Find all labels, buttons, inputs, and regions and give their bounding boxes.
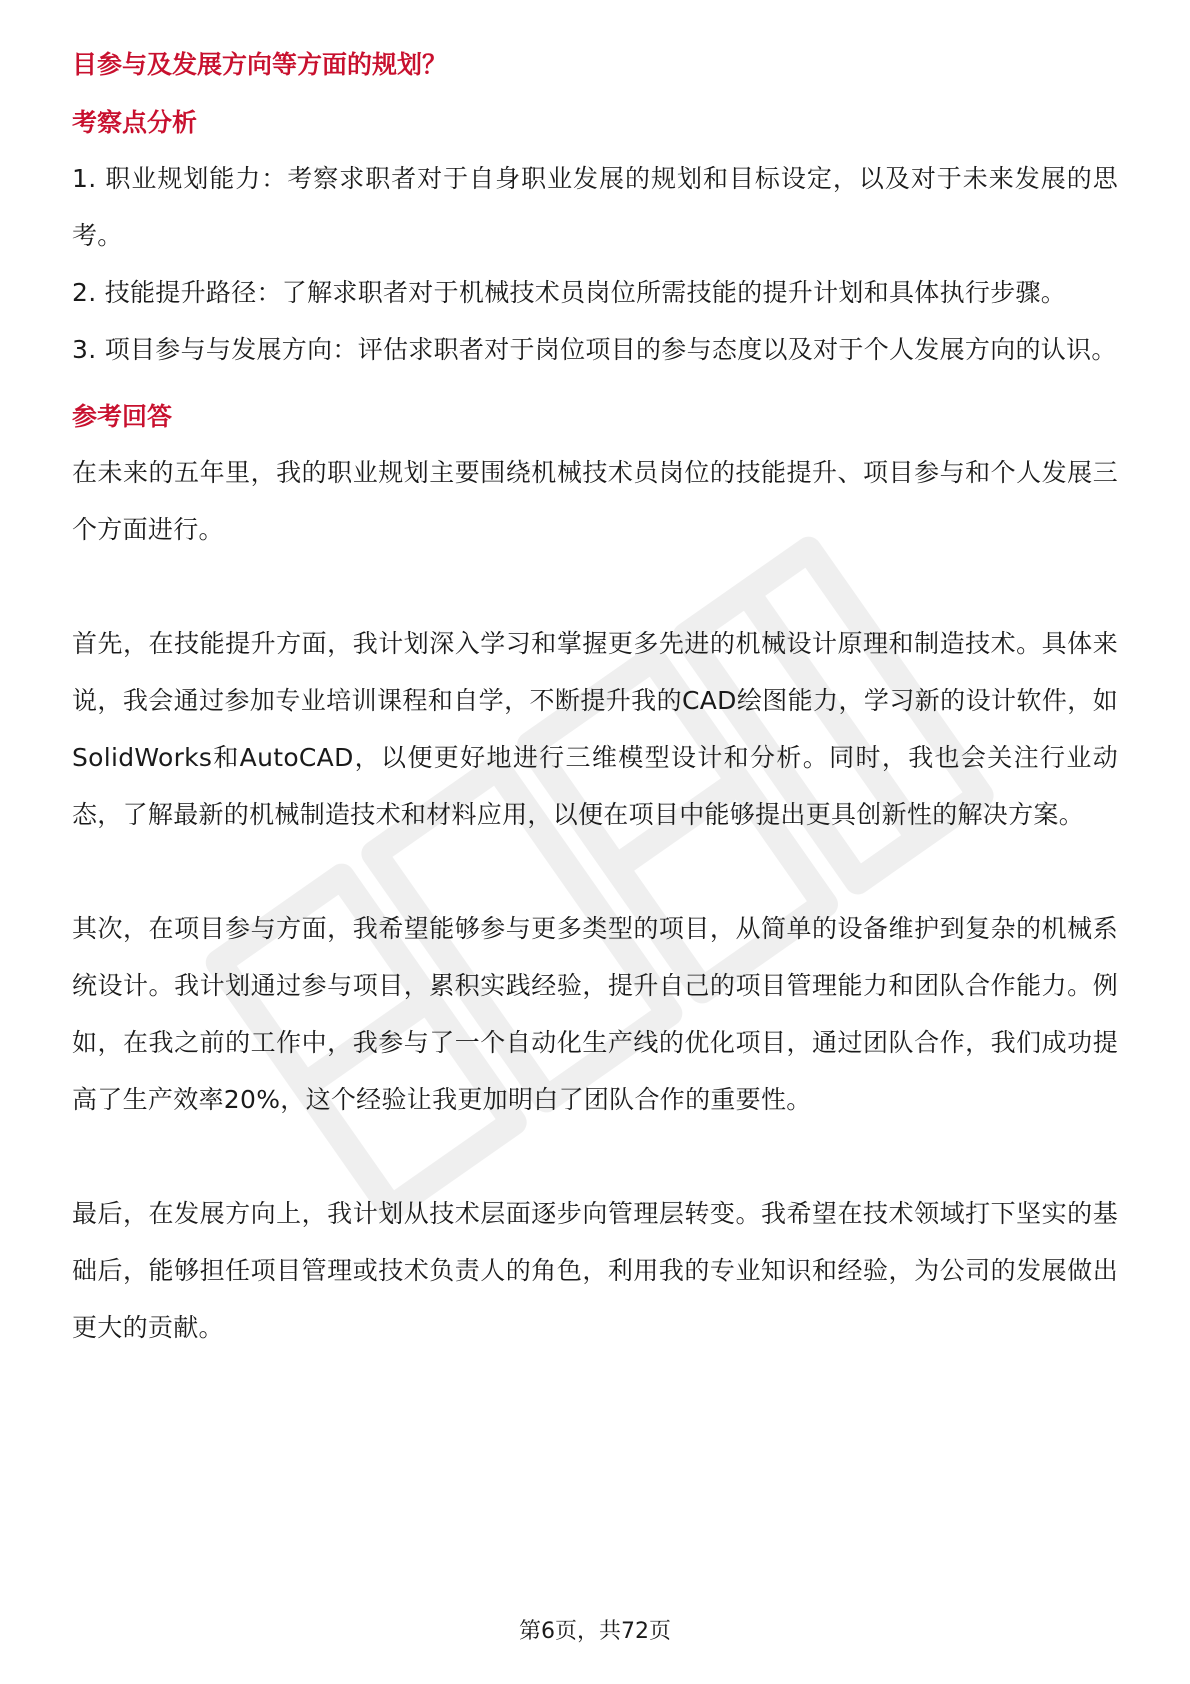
- paragraph-gap: [72, 558, 1118, 615]
- answer-paragraph: 首先，在技能提升方面，我计划深入学习和掌握更多先进的机械设计原理和制造技术。具体来说，我会通过参加专业培训课程和自学，不断提升我的CAD绘图能力，学习新的设计软件，如SolidWorks和AutoCAD，以便更好地进行三维模型设计和分析。同时，我也会关注行业动态，了解最新的机械制造技术和材料应用，以便在项目中能够提出更具创新性的解决方案。: [72, 629, 1118, 829]
- paragraph-gap: [72, 843, 1118, 900]
- answer-paragraph: 其次，在项目参与方面，我希望能够参与更多类型的项目，从简单的设备维护到复杂的机械系统设计。我计划通过参与项目，累积实践经验，提升自己的项目管理能力和团队合作能力。例如，在我之前的工作中，我参与了一个自动化生产线的优化项目，通过团队合作，我们成功提高了生产效率20%，这个经验让我更加明白了团队合作的重要性。: [72, 914, 1118, 1114]
- analysis-heading: 考察点分析: [72, 108, 198, 137]
- answer-paragraph: 在未来的五年里，我的职业规划主要围绕机械技术员岗位的技能提升、项目参与和个人发展三个方面进行。: [72, 458, 1118, 544]
- answer-heading: 参考回答: [72, 402, 173, 431]
- analysis-item: 3. 项目参与与发展方向：评估求职者对于岗位项目的参与态度以及对于个人发展方向的认识。: [72, 335, 1117, 364]
- analysis-item: 1. 职业规划能力：考察求职者对于自身职业发展的规划和目标设定，以及对于未来发展的思考。: [72, 164, 1118, 250]
- document-page: [72, 46, 1118, 1356]
- question-title-fragment: 目参与及发展方向等方面的规划？: [72, 50, 448, 79]
- analysis-item: 2. 技能提升路径：了解求职者对于机械技术员岗位所需技能的提升计划和具体执行步骤。: [72, 278, 1067, 307]
- page-number-footer: 第6页，共72页: [519, 1619, 671, 1644]
- answer-paragraph: 最后，在发展方向上，我计划从技术层面逐步向管理层转变。我希望在技术领域打下坚实的基础后，能够担任项目管理或技术负责人的角色，利用我的专业知识和经验，为公司的发展做出更大的贡献。: [72, 1199, 1118, 1342]
- paragraph-gap: [72, 1128, 1118, 1185]
